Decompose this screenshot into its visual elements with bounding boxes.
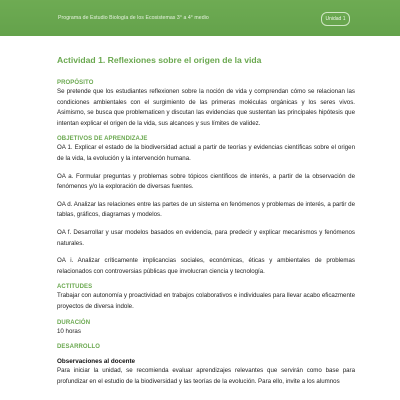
- unit-badge: Unidad 1: [321, 12, 350, 26]
- document-body: [57, 55, 355, 388]
- proposito-text: Se pretende que los estudiantes reflexionen sobre la noción de vida y comprendan cómo se relacionan las condiciones ambientales con el surgimiento de las primeras moléculas orgánicas y los seres vivos. Asimismo, se busca que problematicen y discutan las evidencias que sustentan las principales hipótesis que intentan explicar el origen de la vida, sus alcances y sus límites de validez.: [57, 88, 355, 127]
- objective-item: OA 1. Explicar el estado de la biodiversidad actual a partir de teorías y evidencias científicas sobre el origen de la vida, la evolución y la intervención humana.: [57, 144, 355, 162]
- objective-item: OA d. Analizar las relaciones entre las partes de un sistema en fenómenos y problemas de interés, a partir de tablas, gráficos, diagramas y modelos.: [57, 200, 355, 219]
- observaciones-subheading: Observaciones al docente: [57, 358, 136, 366]
- desarrollo-heading: DESARROLLO: [57, 344, 100, 351]
- actitudes-heading: ACTITUDES: [57, 284, 93, 291]
- activity-title: Actividad 1. Reflexiones sobre el origen de la vida: [57, 55, 262, 65]
- objective-item: OA i. Analizar críticamente implicancias sociales, económicas, éticas y ambientales de problemas relacionados con controversias públicas que involucran ciencia y tecnología.: [57, 257, 355, 275]
- actitudes-text: Trabajar con autonomía y proactividad en trabajos colaborativos e individuales para llevar acabo eficazmente proyectos de diversa índole.: [57, 292, 355, 310]
- duracion-text: 10 horas: [57, 327, 81, 335]
- proposito-heading: PROPÓSITO: [57, 80, 94, 86]
- objective-item: OA f. Desarrollar y usar modelos basados en evidencia, para predecir y explicar mecanismos y fenómenos naturales.: [57, 228, 355, 247]
- duracion-heading: DURACIÓN: [57, 319, 91, 326]
- page-header: [0, 0, 400, 36]
- objective-item: OA a. Formular preguntas y problemas sobre tópicos científicos de interés, a partir de la observación de fenómenos y/o la exploración de diversas fuentes.: [57, 172, 355, 191]
- objetivos-heading: OBJETIVOS DE APRENDIZAJE: [57, 136, 148, 143]
- desarrollo-text: Para iniciar la unidad, se recomienda evaluar aprendizajes relevantes que servirán como base para profundizar en el estudio de la biodiversidad y las teorías de la evolución. Para ello, invite a los alumnos: [57, 367, 355, 385]
- program-title: Programa de Estudio Biología de los Ecosistemas 3° a 4° medio: [58, 15, 209, 21]
